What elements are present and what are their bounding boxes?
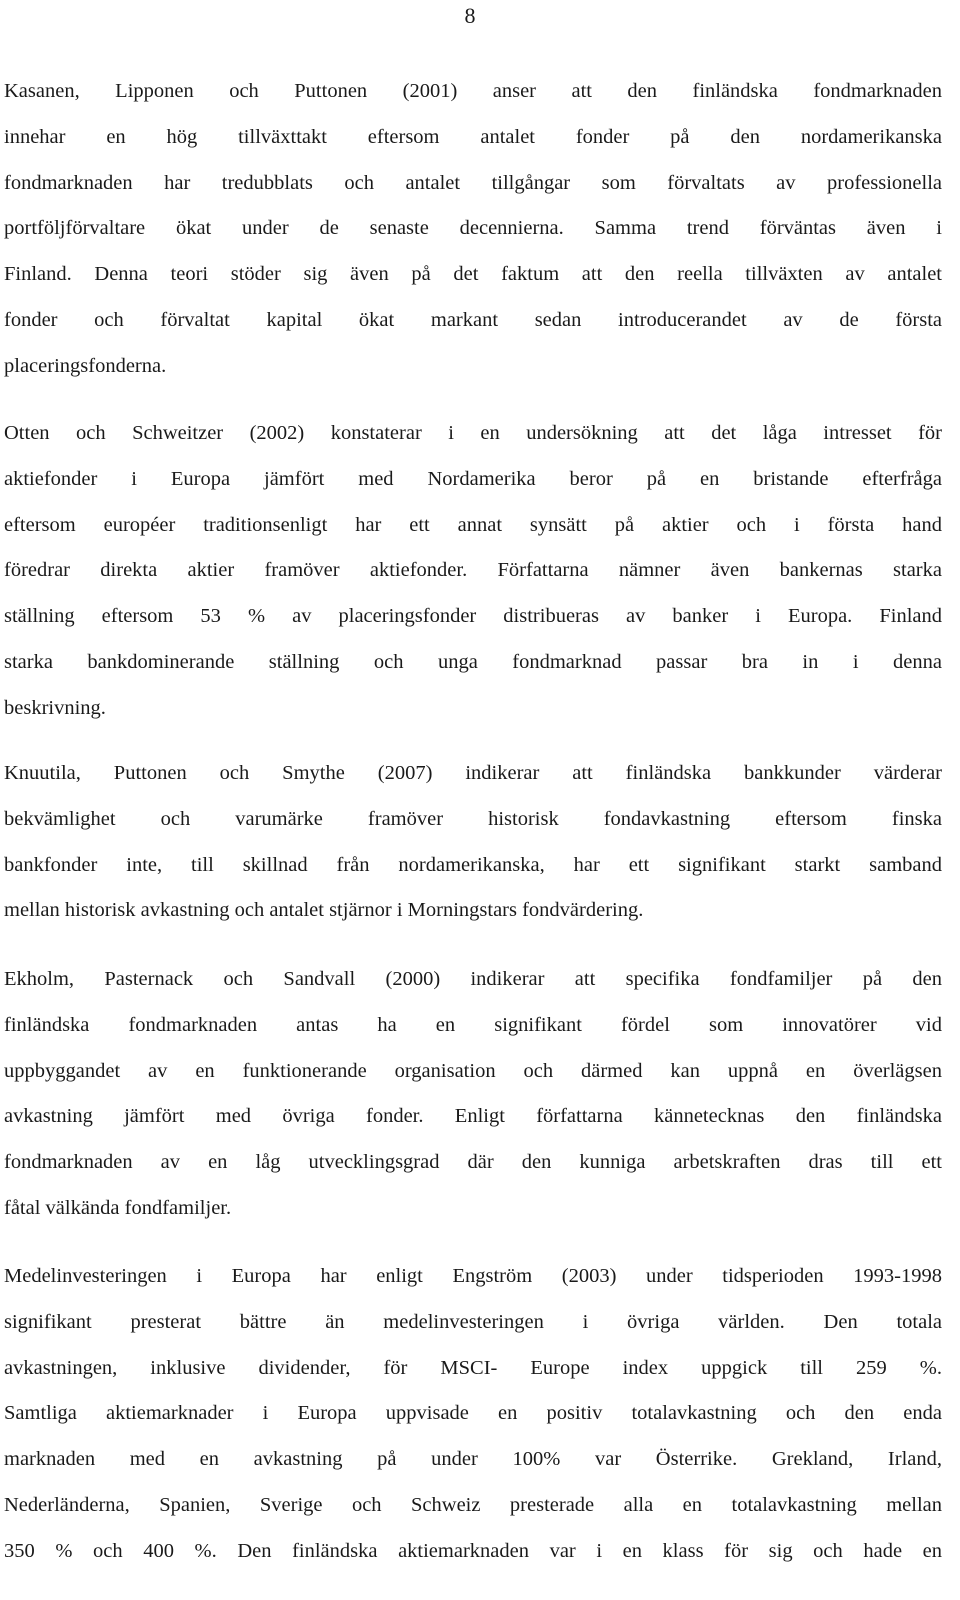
text-line: Medelinvesteringen i Europa har enligt Engström (2003) under tidsperioden 1993-1998 xyxy=(4,1265,942,1287)
text-line: bankfonder inte, till skillnad från nordamerikanska, har ett signifikant starkt samband xyxy=(4,853,942,876)
text-line: avkastningen, inklusive dividender, för MSCI- Europe index uppgick till 259 %. xyxy=(4,1356,942,1379)
text-line: föredrar direkta aktier framöver aktiefonder. Författarna nämner även bankernas starka xyxy=(4,559,942,582)
text-line: portföljförvaltare ökat under de senaste decennierna. Samma trend förväntas även i xyxy=(4,217,942,240)
text-line: Knuutila, Puttonen och Smythe (2007) indikerar att finländska bankkunder värderar xyxy=(4,762,942,784)
text-line: beskrivning. xyxy=(4,696,106,719)
text-line: innehar en hög tillväxttakt eftersom antalet fonder på den nordamerikanska xyxy=(4,125,942,148)
text-line: 350 % och 400 %. Den finländska aktiemarknaden var i en klass för sig och hade en xyxy=(4,1539,942,1562)
text-line: signifikant presterat bättre än medelinvesteringen i övriga världen. Den totala xyxy=(4,1310,942,1333)
paragraph-knuutila xyxy=(4,751,942,934)
paragraph-ekholm xyxy=(4,957,942,1232)
text-line: marknaden med en avkastning på under 100% var Österrike. Grekland, Irland, xyxy=(4,1448,942,1471)
text-line: fondmarknaden har tredubblats och antalet tillgångar som förvaltats av professionella xyxy=(4,171,942,194)
paragraph-medelinvesteringen xyxy=(4,1254,942,1575)
text-line: Samtliga aktiemarknader i Europa uppvisade en positiv totalavkastning och den enda xyxy=(4,1402,942,1425)
text-line: Kasanen, Lipponen och Puttonen (2001) anser att den finländska fondmarknaden xyxy=(4,80,942,102)
paragraph-otten xyxy=(4,411,942,732)
text-line: bekvämlighet och varumärke framöver historisk fondavkastning eftersom finska xyxy=(4,807,942,830)
text-line: finländska fondmarknaden antas ha en signifikant fördel som innovatörer vid xyxy=(4,1013,942,1036)
page-number: 8 xyxy=(464,3,476,28)
text-line: avkastning jämfört med övriga fonder. Enligt författarna kännetecknas den finländska xyxy=(4,1105,942,1128)
paragraph-kasanen xyxy=(4,69,942,390)
text-line: mellan historisk avkastning och antalet stjärnor i Morningstars fondvärdering. xyxy=(4,899,644,922)
text-line: fåtal välkända fondfamiljer. xyxy=(4,1196,232,1219)
text-line: fondmarknaden av en låg utvecklingsgrad där den kunniga arbetskraften dras till ett xyxy=(4,1151,942,1174)
text-line: Nederländerna, Spanien, Sverige och Schweiz presterade alla en totalavkastning mellan xyxy=(4,1493,942,1516)
text-line: uppbyggandet av en funktionerande organisation och därmed kan uppnå en överlägsen xyxy=(4,1059,942,1082)
text-line: Ekholm, Pasternack och Sandvall (2000) indikerar att specifika fondfamiljer på den xyxy=(4,968,942,990)
text-line: ställning eftersom 53 % av placeringsfonder distribueras av banker i Europa. Finland xyxy=(4,605,942,628)
text-line: aktiefonder i Europa jämfört med Nordamerika beror på en bristande efterfråga xyxy=(4,467,942,490)
text-line: Finland. Denna teori stöder sig även på det faktum att den reella tillväxten av antalet xyxy=(4,263,942,286)
text-line: Otten och Schweitzer (2002) konstaterar i en undersökning att det låga intresset för xyxy=(4,422,942,444)
text-line: eftersom européer traditionsenligt har ett annat synsätt på aktier och i första hand xyxy=(4,513,942,536)
text-line: fonder och förvaltat kapital ökat markant sedan introducerandet av de första xyxy=(4,308,942,331)
text-line: placeringsfonderna. xyxy=(4,354,167,377)
text-line: starka bankdominerande ställning och unga fondmarknad passar bra in i denna xyxy=(4,650,942,673)
